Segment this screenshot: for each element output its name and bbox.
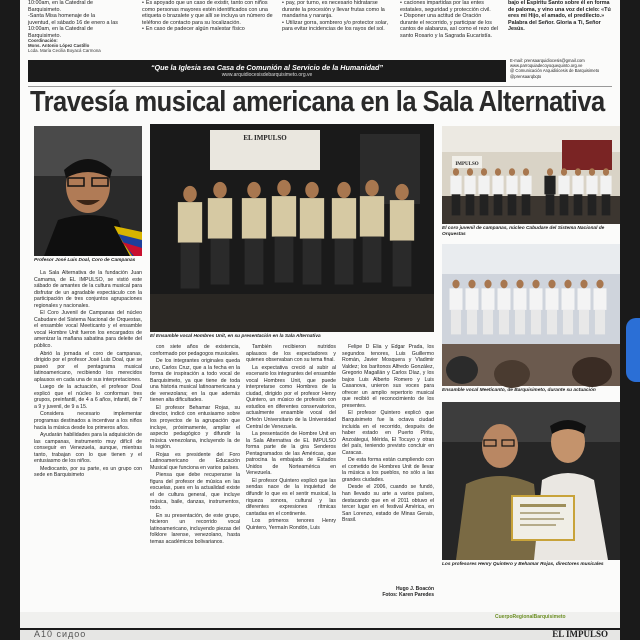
photo-credit xyxy=(342,586,434,598)
directors-photo xyxy=(442,402,620,560)
top-col-4-item: • caciones impartidas por las entes estatales, seguridad y protección civil. xyxy=(400,0,500,13)
paragraph: Abrió la jornada el coro de campanas, dirigido por el profesor José Luis Doal, que se paseó por el pentagrama musical latinoamericano, recibiendo los merecidos aplausos en cada una de sus interpretaciones. xyxy=(34,350,142,383)
photo-credit-line: Fotos: Karen Paredes xyxy=(382,592,434,598)
article-column-1 xyxy=(34,270,142,612)
credits-name-1: Mons. Antonio López Castillo xyxy=(28,43,90,49)
credits-label: Coordinación: xyxy=(28,38,58,43)
next-page-peek xyxy=(20,630,620,640)
top-col-1-p2: -Santa Misa homenaje de la juventud, el sábado 16 de enero a las 10:00am, en la Catedral de Barquisimeto. xyxy=(28,13,118,39)
scroll-tab[interactable] xyxy=(626,318,640,382)
portrait-illustration xyxy=(34,126,142,256)
top-col-5: bajo el Espíritu Santo sobre él en forma de paloma, y vino una voz del cielo: «Tú eres mi Hijo, el amado, el predilecto.» Palabra del Señor. Gloria a Ti, Señor Jesús. xyxy=(508,0,611,33)
top-col-3-item: • pay, por turno, es necesario hidratarse durante la procesión y llevar frutas como la mandarina y naranja. xyxy=(282,0,394,20)
next-page-masthead: EL IMPULSO xyxy=(552,629,608,639)
newspaper-page xyxy=(20,0,620,628)
article-column-2 xyxy=(150,344,240,612)
paragraph: El profesor Quintero explicó que Barquisimeto fue la octava ciudad incluida en el recorrido, después de haber estado en Puerto Píritu, Anzoátegui, Mérida, El Tocuyo y otras del país, teniendo previsto concluir en Caracas. xyxy=(342,410,434,456)
meeticanto-illustration xyxy=(442,244,620,386)
article-column-3 xyxy=(246,344,336,612)
paragraph: Piensa que debe recuperarse la figura del profesor de música en las escuelas, pues en la actualidad existe el de cultura general, que incluye música, baile, danzas, instrumentos, todo. xyxy=(150,472,240,512)
contact-email[interactable]: E-mail: prensaarquidiocesis@gmail.com xyxy=(510,58,585,63)
slogan-banner xyxy=(28,60,506,82)
top-col-4 xyxy=(400,0,500,52)
paragraph: La Sala Alternativa de la fundación Juan Camama, de EL IMPULSO, se vistió este sábado de amantes de la cultura musical para disfrutar de un agradable espectáculo con la participación de tres conjuntos agrupaciones regionales y nacionales. xyxy=(34,270,142,309)
section-tag: CuerpoRegionalBarquisimeto xyxy=(495,614,566,620)
top-col-2-item: • En caso de padecer algún malestar físico xyxy=(142,26,277,33)
paragraph: El Coro Juvenil de Campanas del núcleo Cabudare del Sistema Nacional de Orquestas, el ensamble vocal Meeticanto y el ensamble vocal Hombre Unit fueron los encargados de amenizar la mañana sabatina para deleite del público. xyxy=(34,310,142,350)
top-col-2 xyxy=(142,0,277,52)
paragraph: También recibieron nutridos aplausos de los espectadores y quienes observaban con su tema final. xyxy=(246,344,336,364)
paragraph: Los primeros tenores Henry Quintero, Yermaín Rondón, Luis xyxy=(246,518,336,531)
bells-caption: El coro juvenil de campanas, núcleo Cabudare del Sistema Nacional de Orquestas xyxy=(442,226,605,237)
svg-text:EL IMPULSO: EL IMPULSO xyxy=(243,134,287,142)
top-column-strip xyxy=(20,0,620,52)
top-col-2-item: • Es apoyado que un caso de existir, tanto con niños como personas mayores estén identificados con una etiqueta o brazalete y que allí se incluya un número de teléfono de contacto para su localización. xyxy=(142,0,277,26)
contact-facebook[interactable]: @ Comunicación Arquidiócesis de Barquisimeto xyxy=(510,68,600,74)
main-photo-caption: El Ensamble vocal Hombres Unit, en su presentación en la Sala Alternativa xyxy=(150,334,321,339)
paragraph: con siete años de existencia, conformado por pedagogos musicales. xyxy=(150,344,240,357)
banner-url[interactable]: www.arquidiocesisdebarquisimeto.org.ve xyxy=(221,72,313,78)
contact-web[interactable]: www.parroquiadecoyoquequinto.org.ve xyxy=(510,63,583,69)
paragraph: Mediocanto, por su parte, es un grupo con sede en Barquisimeto xyxy=(34,465,142,479)
left-margin xyxy=(0,0,20,640)
paragraph: Rojas es presidente del Foro Latinoamericano de Educación Musical que funciona en varios países. xyxy=(150,451,240,471)
paragraph: En su presentación, de este grupo, hicieron un recorrido vocal latinoamericano, incluyendo piezas del folklore larense, venezolano, hasta temas académicos bolivarianos. xyxy=(150,512,240,545)
top-col-3 xyxy=(282,0,394,52)
top-col-3-item: • Utilizar gorra, sombrero y/o protector solar, para evitar incidencias de los rayos del sol. xyxy=(282,20,394,33)
directors-illustration xyxy=(442,402,620,560)
meeticanto-caption: Ensamble vocal Meeticanto, de Barquisimeto, durante su actuación xyxy=(442,388,596,393)
portrait-photo xyxy=(34,126,142,256)
top-col-4-item: • Disponer una actitud de Oración durante el recorrido, y participar de los cantos de alabanza, así como el rezo del santo Rosario y la Sagrada Eucaristía. xyxy=(400,13,500,39)
paragraph: La presentación de Hombre Unit en la Sala Alternativa de EL IMPULSO forma parte de la gira Senderos Pentagramados de las Américas, que patrocina la embajada de Estados Unidos de Norteamérica en Venezuela. xyxy=(246,431,336,477)
top-col-1-p1: 10:00am, en la Catedral de Barquisimeto. xyxy=(28,0,94,13)
contact-block xyxy=(510,58,620,79)
portrait-caption: Profesor José Luis Doal, Coro de Campanas xyxy=(34,258,136,263)
next-page-label: A10 сидоо xyxy=(34,629,87,639)
directors-caption: Los profesores Henry Quintero y Behamar Rojas, directores musicales xyxy=(442,562,604,567)
paragraph: Considera necesario implementar programas destinados a incentivar a los niños hacia la música desde los primeros años. xyxy=(34,411,142,431)
paragraph: Desde el 2006, cuando se fundó, han llevado su arte a varios países, destacando que en el 2011 obtuvo el tercer lugar en el festival América, en San Lorenzo, estado de Minas Gerais, Brasil. xyxy=(342,484,434,524)
ensemble-illustration xyxy=(150,124,434,332)
paragraph: El profesor Behamar Rojas, su director, indicó con entusiasmo sobre los proyectos de la agrupación que incluye, próximamente, ampliar el aspecto pedagógico y difundir la música venezolana, incluyendo la de la región. xyxy=(150,404,240,451)
paragraph: De los integrantes originales queda uno, Carlos Cruz, que a la fecha en la forma de inspiración a todo vocal de Barquisimeto, ya que tiene de toda una historia musical latinoamericana y de venezolana; en la que además tienen alta dificultades. xyxy=(150,358,240,404)
author-name: Hugo J. Boacón xyxy=(395,586,434,592)
banner-slogan: “Que la Iglesia sea Casa de Comunión al Servicio de la Humanidad” xyxy=(150,63,384,72)
bells-choir-photo xyxy=(442,126,620,224)
article-column-4 xyxy=(342,344,434,584)
paragraph: Ayudarán habilidades para la adquisición de las campanas, instrumento muy difícil de conseguir en Venezuela, aunque, mientras tanto, trabajan con lo que tienen y el entusiasmo de los niños. xyxy=(34,432,142,465)
main-ensemble-photo xyxy=(150,124,434,332)
svg-text:IMPULSO: IMPULSO xyxy=(455,162,479,167)
contact-twitter[interactable]: @prensaarqbqto xyxy=(510,73,542,79)
bells-illustration xyxy=(442,126,620,224)
article-headline: Travesía musical americana en la Sala Alternativa xyxy=(30,86,605,118)
paragraph: La expectativa creció al subir al escenario los integrantes del ensamble vocal Hombres Unit, que puede interpretarse como Hombres de la ciudad, dirigido por el profesor Henry Quintero, un músico de profesión con estudios en diferentes conservatorios, actualmente ensamble vocal del Orfeón Universitario de la Universidad Central de Venezuela. xyxy=(246,364,336,430)
paragraph: El profesor Quintero explicó que las sendas nace de la inquietud de difundir lo que es el sentir musical, la riqueza sonora, cultural y las diferentes expresiones rítmicas cantadas en el continente. xyxy=(246,477,336,517)
paragraph: De esta forma están cumpliendo con el cometido de Hombres Unit de llevar la música a los pueblos, no sólo a las grandes ciudades. xyxy=(342,457,434,483)
paragraph: Felipe D Elia y Edgar Prada, los segundos tenores, Luis Guillermo Román, Javier Mosquera y Vladimir Valdez; los barítonos Alfredo González, Gregorio Magallán y Carlos Díaz, y los bajos Luis Alberto Romero y Luis Casanova, unieron sus voces para ofrecer un amplio repertorio musical que recibió el reconocimiento de los presentes. xyxy=(342,344,434,409)
paragraph: Luego de la actuación, el profesor Doal explicó que el núcleo lo conforman tres grupos, preinfantil, de 4 a 6 años, infantil, de 7 a 9 y juvenil, de 9 a 15. xyxy=(34,384,142,410)
meeticanto-photo xyxy=(442,244,620,386)
column-credits xyxy=(28,38,101,54)
credits-name-2: Lcda. María Cecilia Boyacá Carmona xyxy=(28,48,101,54)
